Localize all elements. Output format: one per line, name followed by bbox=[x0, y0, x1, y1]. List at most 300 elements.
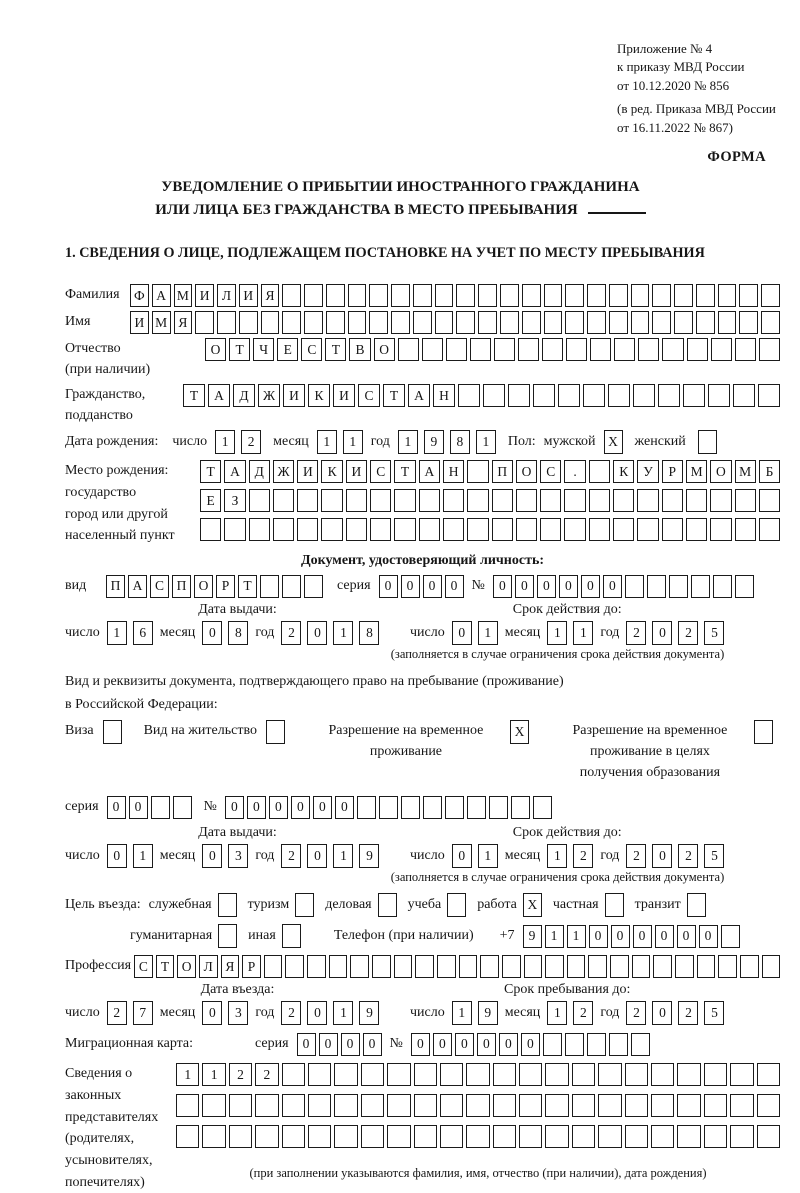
char-cell[interactable] bbox=[321, 518, 342, 541]
char-cell[interactable] bbox=[456, 284, 475, 307]
char-cell[interactable] bbox=[435, 311, 454, 334]
char-cell[interactable] bbox=[686, 489, 707, 512]
char-cell[interactable] bbox=[446, 338, 467, 361]
char-cell[interactable] bbox=[502, 955, 521, 978]
char-cell[interactable]: 0 bbox=[307, 621, 327, 645]
char-cell[interactable]: 1 bbox=[317, 430, 337, 454]
char-cell[interactable] bbox=[589, 518, 610, 541]
char-cell[interactable]: 0 bbox=[269, 796, 288, 819]
char-cell[interactable] bbox=[326, 284, 345, 307]
purpose-study-checkbox[interactable] bbox=[447, 893, 466, 917]
char-cell[interactable] bbox=[370, 489, 391, 512]
char-cell[interactable]: И bbox=[346, 460, 367, 483]
char-cell[interactable] bbox=[467, 518, 488, 541]
char-cell[interactable]: Д bbox=[249, 460, 270, 483]
char-cell[interactable] bbox=[282, 311, 301, 334]
char-cell[interactable]: 2 bbox=[255, 1063, 278, 1086]
char-cell[interactable]: К bbox=[613, 460, 634, 483]
char-cell[interactable] bbox=[508, 384, 530, 407]
char-cell[interactable] bbox=[519, 1125, 542, 1148]
char-cell[interactable]: 0 bbox=[477, 1033, 496, 1056]
char-cell[interactable] bbox=[151, 796, 170, 819]
char-cell[interactable] bbox=[202, 1094, 225, 1117]
char-cell[interactable] bbox=[492, 489, 513, 512]
char-cell[interactable] bbox=[704, 1125, 727, 1148]
char-cell[interactable]: М bbox=[735, 460, 756, 483]
char-cell[interactable] bbox=[540, 489, 561, 512]
char-cell[interactable] bbox=[255, 1125, 278, 1148]
char-cell[interactable]: 1 bbox=[133, 844, 153, 868]
char-cell[interactable] bbox=[590, 338, 611, 361]
char-cell[interactable]: И bbox=[239, 284, 258, 307]
char-cell[interactable] bbox=[637, 489, 658, 512]
char-cell[interactable]: 2 bbox=[281, 621, 301, 645]
char-cell[interactable]: 0 bbox=[363, 1033, 382, 1056]
char-cell[interactable] bbox=[229, 1125, 252, 1148]
char-cell[interactable] bbox=[762, 955, 781, 978]
char-cell[interactable]: А bbox=[152, 284, 171, 307]
char-cell[interactable]: 8 bbox=[359, 621, 379, 645]
char-cell[interactable]: Я bbox=[221, 955, 240, 978]
char-cell[interactable] bbox=[370, 518, 391, 541]
char-cell[interactable] bbox=[625, 1063, 648, 1086]
char-cell[interactable] bbox=[398, 338, 419, 361]
char-cell[interactable]: О bbox=[710, 460, 731, 483]
char-cell[interactable]: 3 bbox=[228, 1001, 248, 1025]
char-cell[interactable]: 3 bbox=[228, 844, 248, 868]
char-cell[interactable] bbox=[419, 489, 440, 512]
char-cell[interactable] bbox=[264, 955, 283, 978]
char-cell[interactable]: 0 bbox=[225, 796, 244, 819]
char-cell[interactable] bbox=[632, 955, 651, 978]
char-cell[interactable]: А bbox=[408, 384, 430, 407]
char-cell[interactable] bbox=[524, 955, 543, 978]
char-cell[interactable] bbox=[387, 1094, 410, 1117]
char-cell[interactable] bbox=[478, 311, 497, 334]
char-cell[interactable] bbox=[631, 1033, 650, 1056]
char-cell[interactable] bbox=[545, 1063, 568, 1086]
char-cell[interactable] bbox=[730, 1094, 753, 1117]
char-cell[interactable]: 0 bbox=[433, 1033, 452, 1056]
char-cell[interactable] bbox=[391, 284, 410, 307]
char-cell[interactable]: Л bbox=[217, 284, 236, 307]
char-cell[interactable]: 0 bbox=[307, 844, 327, 868]
char-cell[interactable]: С bbox=[150, 575, 169, 598]
char-cell[interactable] bbox=[759, 489, 780, 512]
char-cell[interactable] bbox=[260, 575, 279, 598]
char-cell[interactable] bbox=[394, 955, 413, 978]
char-cell[interactable] bbox=[202, 1125, 225, 1148]
char-cell[interactable] bbox=[458, 384, 480, 407]
char-cell[interactable]: М bbox=[152, 311, 171, 334]
char-cell[interactable]: 2 bbox=[573, 1001, 593, 1025]
char-cell[interactable] bbox=[229, 1094, 252, 1117]
char-cell[interactable] bbox=[598, 1125, 621, 1148]
char-cell[interactable] bbox=[610, 955, 629, 978]
char-cell[interactable] bbox=[361, 1063, 384, 1086]
purpose-humanitarian-checkbox[interactable] bbox=[218, 924, 237, 948]
char-cell[interactable] bbox=[493, 1063, 516, 1086]
char-cell[interactable] bbox=[564, 518, 585, 541]
char-cell[interactable]: 0 bbox=[603, 575, 622, 598]
char-cell[interactable]: 0 bbox=[452, 844, 472, 868]
char-cell[interactable]: 0 bbox=[677, 925, 696, 948]
char-cell[interactable] bbox=[282, 1125, 305, 1148]
char-cell[interactable] bbox=[483, 384, 505, 407]
char-cell[interactable] bbox=[273, 518, 294, 541]
purpose-private-checkbox[interactable] bbox=[605, 893, 624, 917]
char-cell[interactable]: 1 bbox=[333, 1001, 353, 1025]
char-cell[interactable]: 8 bbox=[450, 430, 470, 454]
sex-male-checkbox[interactable]: X bbox=[604, 430, 623, 454]
char-cell[interactable]: Я bbox=[261, 284, 280, 307]
char-cell[interactable]: 0 bbox=[652, 844, 672, 868]
char-cell[interactable] bbox=[587, 1033, 606, 1056]
char-cell[interactable] bbox=[415, 955, 434, 978]
char-cell[interactable]: 2 bbox=[678, 1001, 698, 1025]
char-cell[interactable] bbox=[608, 384, 630, 407]
char-cell[interactable] bbox=[609, 284, 628, 307]
char-cell[interactable] bbox=[394, 489, 415, 512]
char-cell[interactable]: 0 bbox=[247, 796, 266, 819]
char-cell[interactable]: Ж bbox=[273, 460, 294, 483]
char-cell[interactable] bbox=[758, 384, 780, 407]
char-cell[interactable] bbox=[419, 518, 440, 541]
char-cell[interactable] bbox=[372, 955, 391, 978]
char-cell[interactable]: 1 bbox=[398, 430, 418, 454]
char-cell[interactable] bbox=[558, 384, 580, 407]
char-cell[interactable] bbox=[651, 1063, 674, 1086]
char-cell[interactable] bbox=[440, 1094, 463, 1117]
char-cell[interactable] bbox=[683, 384, 705, 407]
char-cell[interactable] bbox=[651, 1094, 674, 1117]
char-cell[interactable] bbox=[387, 1125, 410, 1148]
char-cell[interactable]: 0 bbox=[202, 621, 222, 645]
char-cell[interactable] bbox=[361, 1125, 384, 1148]
char-cell[interactable]: . bbox=[564, 460, 585, 483]
char-cell[interactable] bbox=[334, 1063, 357, 1086]
char-cell[interactable] bbox=[674, 284, 693, 307]
char-cell[interactable] bbox=[413, 311, 432, 334]
char-cell[interactable] bbox=[652, 311, 671, 334]
purpose-business-checkbox[interactable] bbox=[378, 893, 397, 917]
char-cell[interactable]: 1 bbox=[545, 925, 564, 948]
char-cell[interactable]: 1 bbox=[452, 1001, 472, 1025]
char-cell[interactable]: И bbox=[297, 460, 318, 483]
char-cell[interactable]: 2 bbox=[626, 1001, 646, 1025]
char-cell[interactable] bbox=[631, 311, 650, 334]
char-cell[interactable]: С bbox=[301, 338, 322, 361]
purpose-other-checkbox[interactable] bbox=[282, 924, 301, 948]
char-cell[interactable]: 0 bbox=[107, 844, 127, 868]
char-cell[interactable]: 2 bbox=[626, 621, 646, 645]
char-cell[interactable]: 1 bbox=[547, 621, 567, 645]
char-cell[interactable]: 1 bbox=[547, 1001, 567, 1025]
char-cell[interactable] bbox=[500, 311, 519, 334]
char-cell[interactable] bbox=[757, 1094, 780, 1117]
char-cell[interactable]: 1 bbox=[333, 844, 353, 868]
char-cell[interactable] bbox=[466, 1063, 489, 1086]
char-cell[interactable]: 0 bbox=[297, 1033, 316, 1056]
char-cell[interactable]: 7 bbox=[133, 1001, 153, 1025]
char-cell[interactable] bbox=[658, 384, 680, 407]
char-cell[interactable] bbox=[522, 311, 541, 334]
char-cell[interactable] bbox=[519, 1063, 542, 1086]
char-cell[interactable] bbox=[308, 1125, 331, 1148]
char-cell[interactable]: 0 bbox=[379, 575, 398, 598]
char-cell[interactable] bbox=[357, 796, 376, 819]
char-cell[interactable] bbox=[637, 518, 658, 541]
char-cell[interactable] bbox=[466, 1125, 489, 1148]
char-cell[interactable]: 0 bbox=[319, 1033, 338, 1056]
char-cell[interactable]: 9 bbox=[359, 1001, 379, 1025]
char-cell[interactable]: Л bbox=[199, 955, 218, 978]
char-cell[interactable] bbox=[522, 284, 541, 307]
char-cell[interactable] bbox=[387, 1063, 410, 1086]
char-cell[interactable] bbox=[651, 1125, 674, 1148]
char-cell[interactable] bbox=[348, 311, 367, 334]
char-cell[interactable] bbox=[435, 284, 454, 307]
char-cell[interactable]: 0 bbox=[652, 1001, 672, 1025]
char-cell[interactable]: М bbox=[686, 460, 707, 483]
char-cell[interactable] bbox=[173, 796, 192, 819]
char-cell[interactable]: 0 bbox=[452, 621, 472, 645]
char-cell[interactable] bbox=[516, 489, 537, 512]
char-cell[interactable] bbox=[282, 575, 301, 598]
char-cell[interactable] bbox=[217, 311, 236, 334]
char-cell[interactable]: С bbox=[358, 384, 380, 407]
char-cell[interactable]: 9 bbox=[424, 430, 444, 454]
char-cell[interactable] bbox=[321, 489, 342, 512]
char-cell[interactable]: Ф bbox=[130, 284, 149, 307]
temp-residence-education-checkbox[interactable] bbox=[754, 720, 773, 744]
char-cell[interactable]: 0 bbox=[611, 925, 630, 948]
char-cell[interactable]: 1 bbox=[333, 621, 353, 645]
char-cell[interactable] bbox=[631, 284, 650, 307]
char-cell[interactable]: Ч bbox=[253, 338, 274, 361]
char-cell[interactable] bbox=[493, 1094, 516, 1117]
char-cell[interactable] bbox=[379, 796, 398, 819]
char-cell[interactable] bbox=[285, 955, 304, 978]
char-cell[interactable] bbox=[413, 284, 432, 307]
char-cell[interactable] bbox=[761, 311, 780, 334]
char-cell[interactable] bbox=[609, 311, 628, 334]
char-cell[interactable]: Е bbox=[200, 489, 221, 512]
char-cell[interactable] bbox=[467, 460, 488, 483]
char-cell[interactable]: 0 bbox=[515, 575, 534, 598]
char-cell[interactable]: 5 bbox=[704, 621, 724, 645]
char-cell[interactable] bbox=[625, 1125, 648, 1148]
char-cell[interactable] bbox=[440, 1063, 463, 1086]
char-cell[interactable] bbox=[757, 1063, 780, 1086]
purpose-transit-checkbox[interactable] bbox=[687, 893, 706, 917]
char-cell[interactable]: 1 bbox=[478, 621, 498, 645]
char-cell[interactable] bbox=[677, 1094, 700, 1117]
char-cell[interactable] bbox=[653, 955, 672, 978]
char-cell[interactable]: 0 bbox=[291, 796, 310, 819]
char-cell[interactable]: 0 bbox=[411, 1033, 430, 1056]
char-cell[interactable] bbox=[443, 489, 464, 512]
char-cell[interactable]: 0 bbox=[202, 844, 222, 868]
char-cell[interactable]: Т bbox=[183, 384, 205, 407]
char-cell[interactable] bbox=[516, 518, 537, 541]
char-cell[interactable] bbox=[443, 518, 464, 541]
sex-female-checkbox[interactable] bbox=[698, 430, 717, 454]
char-cell[interactable] bbox=[740, 955, 759, 978]
char-cell[interactable]: 0 bbox=[107, 796, 126, 819]
char-cell[interactable] bbox=[466, 1094, 489, 1117]
char-cell[interactable]: 9 bbox=[523, 925, 542, 948]
char-cell[interactable] bbox=[369, 311, 388, 334]
char-cell[interactable] bbox=[423, 796, 442, 819]
char-cell[interactable]: 0 bbox=[341, 1033, 360, 1056]
char-cell[interactable] bbox=[739, 284, 758, 307]
char-cell[interactable] bbox=[346, 489, 367, 512]
char-cell[interactable] bbox=[677, 1125, 700, 1148]
char-cell[interactable]: 1 bbox=[567, 925, 586, 948]
char-cell[interactable]: С bbox=[540, 460, 561, 483]
char-cell[interactable] bbox=[249, 489, 270, 512]
char-cell[interactable] bbox=[440, 1125, 463, 1148]
char-cell[interactable]: Т bbox=[200, 460, 221, 483]
char-cell[interactable] bbox=[545, 955, 564, 978]
char-cell[interactable]: 2 bbox=[281, 1001, 301, 1025]
char-cell[interactable]: 1 bbox=[478, 844, 498, 868]
char-cell[interactable] bbox=[710, 489, 731, 512]
char-cell[interactable]: Н bbox=[443, 460, 464, 483]
char-cell[interactable] bbox=[589, 489, 610, 512]
char-cell[interactable] bbox=[346, 518, 367, 541]
char-cell[interactable] bbox=[587, 284, 606, 307]
char-cell[interactable]: А bbox=[224, 460, 245, 483]
char-cell[interactable] bbox=[572, 1063, 595, 1086]
char-cell[interactable] bbox=[687, 338, 708, 361]
char-cell[interactable] bbox=[544, 311, 563, 334]
char-cell[interactable]: 0 bbox=[589, 925, 608, 948]
char-cell[interactable]: 9 bbox=[359, 844, 379, 868]
char-cell[interactable] bbox=[200, 518, 221, 541]
char-cell[interactable]: И bbox=[130, 311, 149, 334]
char-cell[interactable]: 8 bbox=[228, 621, 248, 645]
char-cell[interactable] bbox=[662, 518, 683, 541]
char-cell[interactable] bbox=[350, 955, 369, 978]
char-cell[interactable] bbox=[565, 311, 584, 334]
char-cell[interactable] bbox=[391, 311, 410, 334]
char-cell[interactable]: 2 bbox=[281, 844, 301, 868]
char-cell[interactable]: 2 bbox=[229, 1063, 252, 1086]
char-cell[interactable]: 0 bbox=[521, 1033, 540, 1056]
char-cell[interactable] bbox=[511, 796, 530, 819]
char-cell[interactable]: 0 bbox=[699, 925, 718, 948]
char-cell[interactable]: И bbox=[333, 384, 355, 407]
char-cell[interactable] bbox=[518, 338, 539, 361]
char-cell[interactable] bbox=[437, 955, 456, 978]
char-cell[interactable]: 6 bbox=[133, 621, 153, 645]
char-cell[interactable] bbox=[255, 1094, 278, 1117]
char-cell[interactable] bbox=[691, 575, 710, 598]
char-cell[interactable] bbox=[308, 1094, 331, 1117]
char-cell[interactable] bbox=[572, 1125, 595, 1148]
char-cell[interactable]: 0 bbox=[652, 621, 672, 645]
char-cell[interactable] bbox=[467, 489, 488, 512]
char-cell[interactable] bbox=[598, 1063, 621, 1086]
char-cell[interactable]: Т bbox=[325, 338, 346, 361]
char-cell[interactable] bbox=[711, 338, 732, 361]
char-cell[interactable] bbox=[414, 1063, 437, 1086]
char-cell[interactable]: Т bbox=[383, 384, 405, 407]
char-cell[interactable] bbox=[567, 955, 586, 978]
char-cell[interactable] bbox=[686, 518, 707, 541]
char-cell[interactable]: 0 bbox=[401, 575, 420, 598]
char-cell[interactable] bbox=[459, 955, 478, 978]
char-cell[interactable] bbox=[759, 338, 780, 361]
char-cell[interactable] bbox=[224, 518, 245, 541]
char-cell[interactable]: К bbox=[308, 384, 330, 407]
char-cell[interactable]: 0 bbox=[129, 796, 148, 819]
char-cell[interactable]: И bbox=[283, 384, 305, 407]
char-cell[interactable] bbox=[735, 575, 754, 598]
char-cell[interactable] bbox=[176, 1125, 199, 1148]
char-cell[interactable] bbox=[348, 284, 367, 307]
char-cell[interactable] bbox=[304, 575, 323, 598]
purpose-tourism-checkbox[interactable] bbox=[295, 893, 314, 917]
char-cell[interactable]: О bbox=[177, 955, 196, 978]
char-cell[interactable]: О bbox=[194, 575, 213, 598]
char-cell[interactable]: 0 bbox=[202, 1001, 222, 1025]
char-cell[interactable] bbox=[297, 489, 318, 512]
temp-residence-checkbox[interactable]: X bbox=[510, 720, 529, 744]
char-cell[interactable]: С bbox=[370, 460, 391, 483]
char-cell[interactable] bbox=[304, 311, 323, 334]
char-cell[interactable]: Ж bbox=[258, 384, 280, 407]
char-cell[interactable] bbox=[445, 796, 464, 819]
char-cell[interactable] bbox=[394, 518, 415, 541]
char-cell[interactable]: А bbox=[419, 460, 440, 483]
char-cell[interactable] bbox=[470, 338, 491, 361]
char-cell[interactable] bbox=[176, 1094, 199, 1117]
char-cell[interactable]: Т bbox=[238, 575, 257, 598]
char-cell[interactable] bbox=[625, 1094, 648, 1117]
purpose-work-checkbox[interactable]: X bbox=[523, 893, 542, 917]
char-cell[interactable]: 5 bbox=[704, 1001, 724, 1025]
char-cell[interactable] bbox=[480, 955, 499, 978]
char-cell[interactable] bbox=[598, 1094, 621, 1117]
char-cell[interactable] bbox=[326, 311, 345, 334]
char-cell[interactable]: 5 bbox=[704, 844, 724, 868]
char-cell[interactable] bbox=[761, 284, 780, 307]
char-cell[interactable] bbox=[757, 1125, 780, 1148]
char-cell[interactable] bbox=[545, 1094, 568, 1117]
char-cell[interactable] bbox=[493, 1125, 516, 1148]
char-cell[interactable] bbox=[704, 1063, 727, 1086]
char-cell[interactable] bbox=[456, 311, 475, 334]
char-cell[interactable] bbox=[647, 575, 666, 598]
char-cell[interactable] bbox=[543, 1033, 562, 1056]
char-cell[interactable] bbox=[718, 284, 737, 307]
char-cell[interactable] bbox=[282, 1094, 305, 1117]
char-cell[interactable] bbox=[566, 338, 587, 361]
char-cell[interactable]: Н bbox=[433, 384, 455, 407]
char-cell[interactable]: 1 bbox=[343, 430, 363, 454]
char-cell[interactable] bbox=[730, 1125, 753, 1148]
char-cell[interactable] bbox=[334, 1094, 357, 1117]
char-cell[interactable]: 0 bbox=[559, 575, 578, 598]
char-cell[interactable] bbox=[735, 338, 756, 361]
char-cell[interactable]: 0 bbox=[455, 1033, 474, 1056]
char-cell[interactable]: В bbox=[349, 338, 370, 361]
char-cell[interactable] bbox=[733, 384, 755, 407]
char-cell[interactable]: 0 bbox=[581, 575, 600, 598]
